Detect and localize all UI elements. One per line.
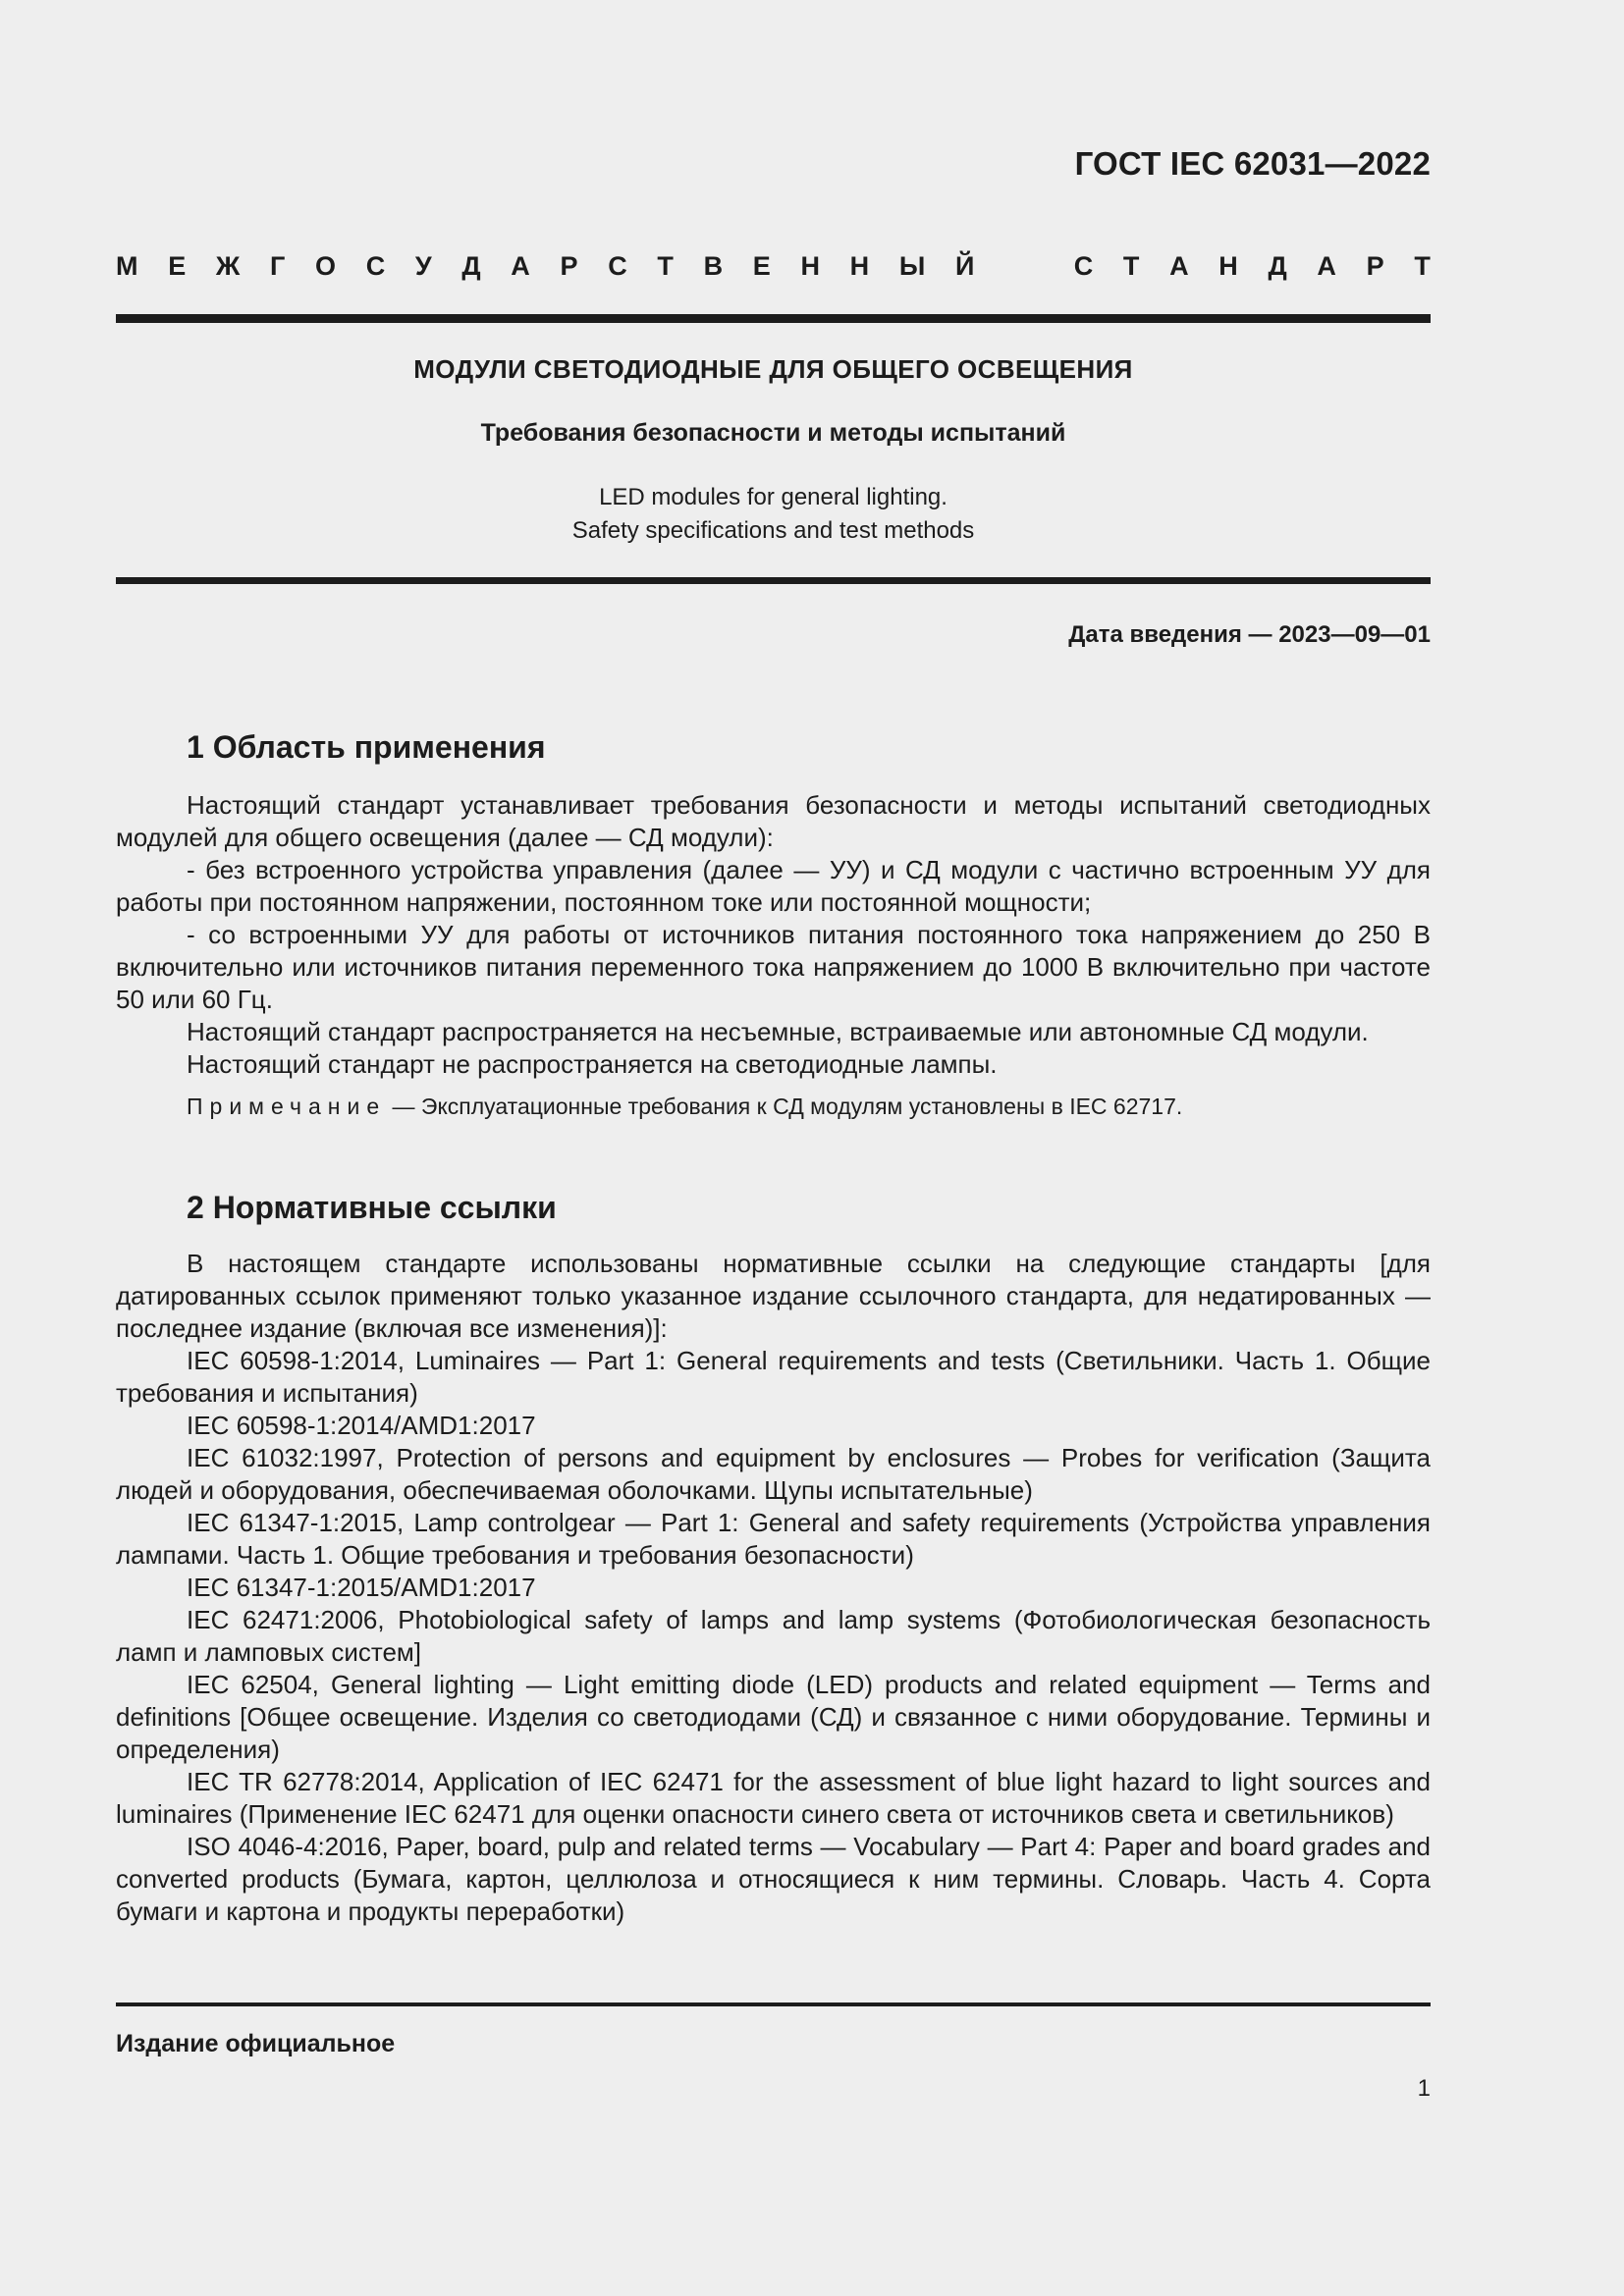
paragraph: В настоящем стандарте использованы нормативные ссылки на следующие стандарты [для датированных ссылок применяют только указанное издание ссылочного стандарта, для недатированных — последнее издание (включая все изменения)]: bbox=[116, 1249, 1431, 1343]
paragraph: Настоящий стандарт распространяется на несъемные, встраиваемые или автономные СД модули. bbox=[187, 1017, 1369, 1046]
letter: Р bbox=[1366, 251, 1384, 281]
letter: В bbox=[703, 251, 724, 281]
footer-divider bbox=[116, 2002, 1431, 2006]
reference-item: ISO 4046-4:2016, Paper, board, pulp and related terms — Vocabulary — Part 4: Paper and board grades and converted products (Бумага, картон, целлюлоза и относящиеся к ним термины. Словарь. Часть 4. Сорта бумаги и картона и продукты переработки) bbox=[116, 1832, 1431, 1926]
section-2-heading: 2 Нормативные ссылки bbox=[187, 1190, 557, 1225]
letter: Т bbox=[1414, 251, 1431, 281]
letter: О bbox=[314, 251, 336, 281]
letter: Н bbox=[1218, 251, 1238, 281]
letter: Т bbox=[1122, 251, 1140, 281]
reference-item: IEC 61347-1:2015/AMD1:2017 bbox=[187, 1573, 536, 1602]
interstate-standard-label bbox=[116, 251, 1431, 282]
list-item: - со встроенными УУ для работы от источников питания постоянного тока напряжением до 250 В включительно или источников питания переменного тока напряжением до 1000 В включительно при частоте 50 или 60 Гц. bbox=[116, 920, 1431, 1014]
letter: С bbox=[608, 251, 627, 281]
letter: М bbox=[116, 251, 138, 281]
letter: А bbox=[511, 251, 530, 281]
document-title: МОДУЛИ СВЕТОДИОДНЫЕ ДЛЯ ОБЩЕГО ОСВЕЩЕНИЯ bbox=[413, 354, 1133, 384]
reference-item: IEC 62471:2006, Photobiological safety of lamps and lamp systems (Фотобиологическая безопасность ламп и ламповых систем] bbox=[116, 1605, 1431, 1667]
section-2-body bbox=[116, 1248, 1431, 1928]
letter: Н bbox=[800, 251, 820, 281]
reference-item: IEC 61032:1997, Protection of persons and equipment by enclosures — Probes for verification (Защита людей и оборудования, обеспечиваемая оболочками. Щупы испытательные) bbox=[116, 1443, 1431, 1505]
document-subtitle: Требования безопасности и методы испытаний bbox=[480, 419, 1066, 447]
list-item: - без встроенного устройства управления (далее — УУ) и СД модули с частично встроенным УУ для работы при постоянном напряжении, постоянном токе или постоянной мощности; bbox=[116, 855, 1431, 917]
english-title bbox=[116, 481, 1431, 548]
paragraph: Настоящий стандарт не распространяется на светодиодные лампы. bbox=[187, 1049, 998, 1079]
letter: Й bbox=[954, 251, 975, 281]
letter: С bbox=[365, 251, 386, 281]
note-label: Примечание bbox=[187, 1094, 387, 1119]
reference-item: IEC 60598-1:2014, Luminaires — Part 1: General requirements and tests (Светильники. Часть 1. Общие требования и испытания) bbox=[116, 1346, 1431, 1408]
title-divider bbox=[116, 577, 1431, 584]
letter: У bbox=[414, 251, 432, 281]
introduction-date: Дата введения — 2023—09—01 bbox=[1068, 621, 1431, 648]
reference-item: IEC 61347-1:2015, Lamp controlgear — Part 1: General and safety requirements (Устройства управления лампами. Часть 1. Общие требования и требования безопасности) bbox=[116, 1508, 1431, 1570]
note bbox=[116, 1091, 1431, 1123]
english-title-line: LED modules for general lighting. bbox=[599, 484, 947, 510]
document-number: ГОСТ IEC 62031—2022 bbox=[1074, 145, 1431, 182]
letter: А bbox=[1317, 251, 1336, 281]
letter: Г bbox=[269, 251, 286, 281]
letter: Д bbox=[461, 251, 481, 281]
note-text: — Эксплуатационные требования к СД модулям установлены в IEC 62717. bbox=[386, 1094, 1183, 1119]
letter: Ы bbox=[898, 251, 926, 281]
section-1-heading: 1 Область применения bbox=[187, 729, 546, 765]
letter: А bbox=[1169, 251, 1189, 281]
page-number: 1 bbox=[1417, 2075, 1431, 2102]
letter: Д bbox=[1268, 251, 1287, 281]
letter: Т bbox=[657, 251, 674, 281]
letter: Е bbox=[168, 251, 187, 281]
reference-item: IEC 62504, General lighting — Light emitting diode (LED) products and related equipment — Terms and definitions [Общее освещение. Изделия со светодиодами (СД) и связанное с ними оборудование. Термины и определения) bbox=[116, 1670, 1431, 1764]
letter: Е bbox=[752, 251, 771, 281]
letter: Р bbox=[560, 251, 578, 281]
top-divider bbox=[116, 314, 1431, 323]
english-title-line: Safety specifications and test methods bbox=[571, 517, 975, 544]
reference-item: IEC 60598-1:2014/AMD1:2017 bbox=[187, 1411, 536, 1440]
letter: Н bbox=[849, 251, 870, 281]
word-gap bbox=[1004, 251, 1044, 282]
official-edition-label: Издание официальное bbox=[116, 2030, 396, 2057]
letter: С bbox=[1073, 251, 1094, 281]
paragraph: Настоящий стандарт устанавливает требования безопасности и методы испытаний светодиодных модулей для общего освещения (далее — СД модули): bbox=[116, 790, 1431, 852]
reference-item: IEC TR 62778:2014, Application of IEC 62471 for the assessment of blue light hazard to light sources and luminaires (Применение IEC 62471 для оценки опасности синего света от источников света и светильников) bbox=[116, 1767, 1431, 1829]
section-1-body bbox=[116, 789, 1431, 1123]
letter: Ж bbox=[215, 251, 241, 281]
